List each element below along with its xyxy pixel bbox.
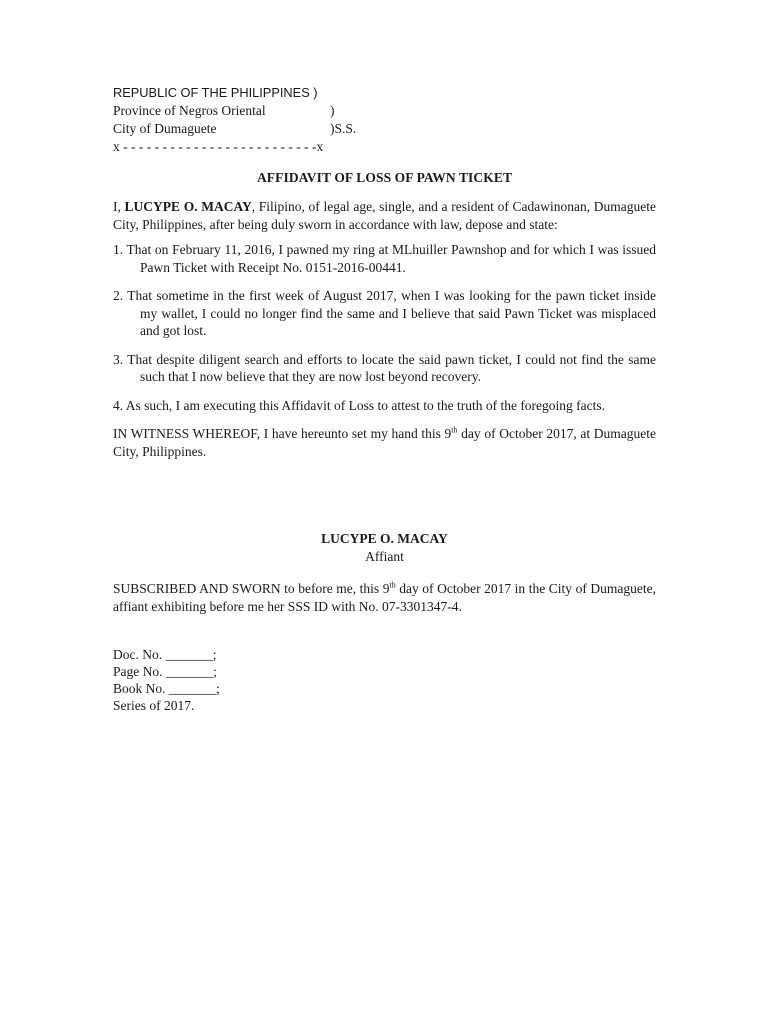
statement-item: 3. That despite diligent search and efforts to locate the said pawn ticket, I could not find the same such that I now believe that they are now lost beyond recovery. <box>113 351 656 384</box>
book-no: Book No. _______; <box>113 681 220 696</box>
witness-clause <box>113 425 656 460</box>
doc-no: Doc. No. _______; <box>113 647 217 662</box>
caption-province-label: Province of Negros Oriental <box>113 103 266 118</box>
intro-rest: , Filipino, of legal age, single, and a resident of Cadawinonan, Dumaguete City, Philippines, after being duly sworn in accordance with law, depose and state: <box>113 199 656 232</box>
caption-ss: )S.S. <box>330 121 357 136</box>
jurat-paragraph <box>113 580 656 615</box>
caption-city-label: City of Dumaguete <box>113 121 217 136</box>
series: Series of 2017. <box>113 698 195 713</box>
statement-item: 1. That on February 11, 2016, I pawned my ring at MLhuiller Pawnshop and for which I was issued Pawn Ticket with Receipt No. 0151-2016-00441. <box>113 242 656 275</box>
statement-item: 2. That sometime in the first week of August 2017, when I was looking for the pawn ticket inside my wallet, I could no longer find the same and I believe that said Pawn Ticket was misplaced and got lost. <box>113 288 656 338</box>
venue-caption <box>113 84 656 156</box>
intro-prefix: I, <box>113 199 125 214</box>
document-title: AFFIDAVIT OF LOSS OF PAWN TICKET <box>256 170 513 185</box>
page-no: Page No. _______; <box>113 664 217 679</box>
jurat-after: day of October 2017 in the City of Dumaguete, affiant exhibiting before me her SSS ID with No. 07-3301347-4. <box>113 581 656 614</box>
affiant-label: Affiant <box>365 549 404 564</box>
affiant-name: LUCYPE O. MACAY <box>321 531 448 546</box>
caption-separator: x - - - - - - - - - - - - - - - - - - - - - - - - -x <box>113 139 324 154</box>
intro-paragraph <box>113 198 656 233</box>
caption-city <box>113 120 656 138</box>
caption-republic: REPUBLIC OF THE PHILIPPINES ) <box>113 85 318 100</box>
witness-after: day of October 2017, at Dumaguete City, Philippines. <box>113 426 656 459</box>
signature-block <box>113 530 656 566</box>
affidavit-document <box>113 84 656 714</box>
witness-before: IN WITNESS WHEREOF, I have hereunto set my hand this 9 <box>113 426 452 441</box>
witness-ordinal: th <box>451 425 458 435</box>
notarial-register <box>113 646 656 714</box>
caption-province-paren: ) <box>330 103 335 118</box>
caption-province <box>113 102 656 120</box>
jurat-before: SUBSCRIBED AND SWORN to before me, this 9 <box>113 581 390 596</box>
jurat-ordinal: th <box>389 580 396 590</box>
affiant-name-inline: LUCYPE O. MACAY <box>124 199 252 214</box>
statement-item: 4. As such, I am executing this Affidavit of Loss to attest to the truth of the foregoing facts. <box>113 397 606 413</box>
